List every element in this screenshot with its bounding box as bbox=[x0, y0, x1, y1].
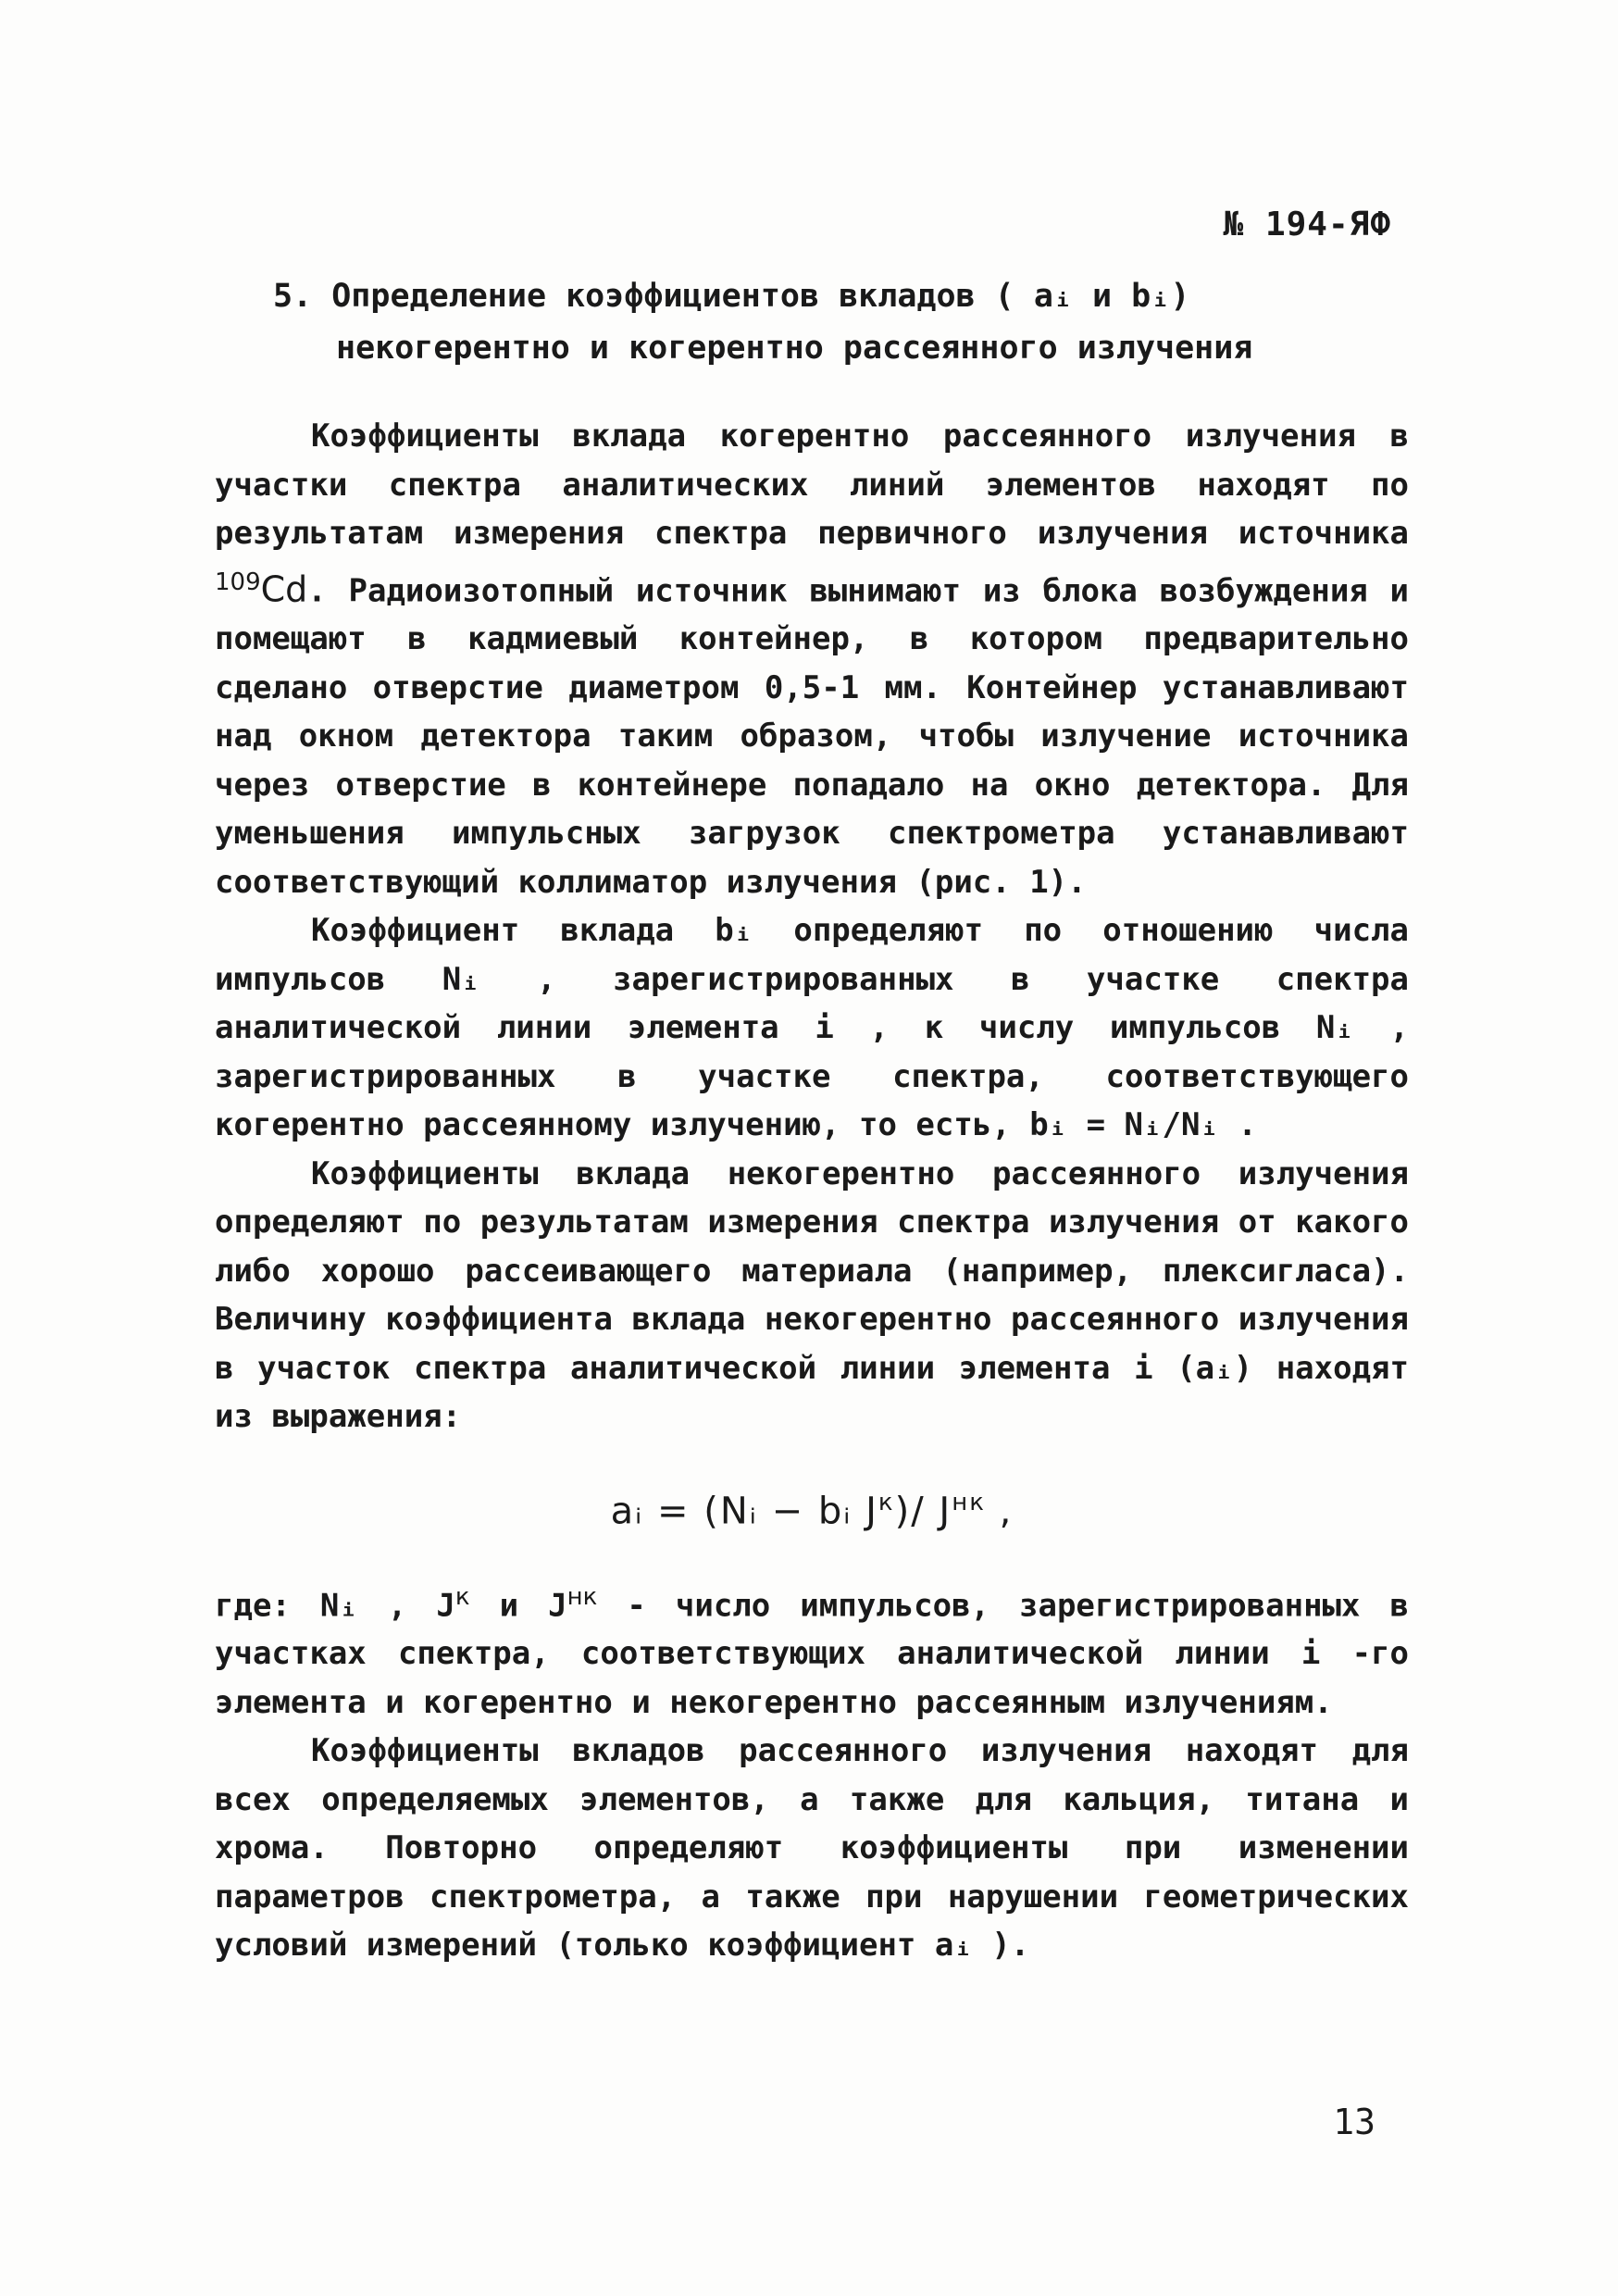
formula-sup-nk: нк bbox=[952, 1488, 986, 1516]
section-title-line1: Определение коэффициентов вкладов ( aᵢ и bᵢ) bbox=[331, 278, 1190, 315]
paragraph-2: Коэффициент вклада bᵢ определяют по отношению числа импульсов Nᵢ , зарегистрированных в участке спектра аналитической линии элемента i , к числу импульсов Nᵢ , зарегистрированных в участке спектра, соответствующего когерентно рассеянному излучению, то есть, bᵢ = Nᵢ/Nᵢ . bbox=[215, 912, 1409, 1144]
paragraph-5: Коэффициенты вкладов рассеянного излучения находят для всех определяемых элементов, а также для кальция, титана и хрома. Повторно определяют коэффициенты при изменении параметров спектрометра, а также при нарушении геометрических условий измерений (только коэффициент aᵢ ). bbox=[215, 1732, 1409, 1965]
page-number: 13 bbox=[1333, 2102, 1375, 2142]
paragraph-1-text-a: Коэффициенты вклада когерентно рассеянного излучения в участки спектра аналитических линий элементов находят по результатам измерения спектра первичного излучения источника bbox=[215, 418, 1409, 552]
formula bbox=[215, 1441, 1409, 1573]
paragraph-3: Коэффициенты вклада некогерентно рассеянного излучения определяют по результатам измерения спектра излучения от какого либо хорошо рассеивающего материала (например, плексигласа). Величину коэффициента вклада некогерентно рассеянного излучения в участок спектра аналитической линии элемента i (aᵢ) находят из выражения: bbox=[215, 1154, 1409, 1436]
document-number: № 194-ЯФ bbox=[1223, 206, 1391, 243]
paragraph-4-sup-k: к bbox=[454, 1582, 470, 1611]
formula-sup-k: к bbox=[877, 1488, 895, 1516]
section-number: 5. bbox=[273, 278, 313, 315]
paragraph-1 bbox=[215, 412, 1409, 906]
section-heading bbox=[273, 270, 1384, 374]
formula-main: aᵢ = (Nᵢ − bᵢ J bbox=[610, 1490, 878, 1533]
body-text bbox=[215, 412, 1409, 1970]
formula-end: , bbox=[985, 1490, 1014, 1533]
paragraph-1-text-b: . Радиоизотопный источник вынимают из блока возбуждения и помещают в кадмиевый контейнер, в котором предварительно сделано отверстие диаметром 0,5-1 мм. Контейнер устанавливают над окном детектора таким образом, чтобы излучение источника через отверстие в контейнере попадало на окно детектора. Для уменьшения импульсных загрузок спектрометра устанавливают соответствующий коллиматор излучения (рис. 1). bbox=[215, 571, 1409, 901]
paragraph-4-text-c: - число импульсов, зарегистрированных в участках спектра, соответствующих аналитической линии i -го элемента и когерентно и некогерентно рассеянным излучениям. bbox=[215, 1586, 1409, 1721]
formula-mid: )/ J bbox=[894, 1490, 952, 1533]
paragraph-4-text-a: где: Nᵢ , J bbox=[215, 1586, 455, 1624]
paragraph-4 bbox=[215, 1573, 1409, 1728]
section-title-line2: некогерентно и когерентно рассеянного излучения bbox=[336, 330, 1253, 367]
paragraph-4-sup-nk: нк bbox=[566, 1582, 598, 1611]
isotope-symbol: Cd bbox=[260, 568, 308, 609]
isotope-mass-number: 109 bbox=[215, 568, 261, 596]
paragraph-4-text-b: и J bbox=[469, 1586, 567, 1624]
